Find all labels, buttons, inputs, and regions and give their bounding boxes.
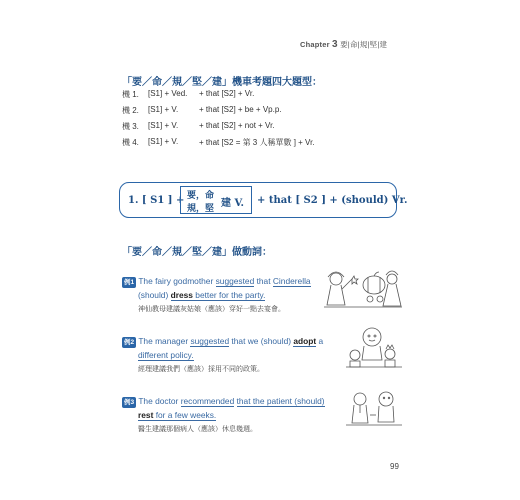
example-text: that we (should) bbox=[229, 336, 294, 346]
pattern-label: 機 3. bbox=[122, 122, 139, 131]
example-verb: recommended bbox=[180, 396, 235, 406]
pattern-rest: + that [S2] + be + Vp.p. bbox=[199, 105, 282, 114]
example-badge: 例3 bbox=[124, 399, 135, 406]
example-base-verb: dress bbox=[170, 290, 193, 300]
chapter-number: 3 bbox=[332, 39, 338, 50]
example-subject: that the patient (should) bbox=[236, 396, 325, 406]
pattern-subject: [S1] + V. bbox=[148, 105, 179, 114]
example-base-verb: rest bbox=[138, 410, 154, 420]
fairy-godmother-illustration bbox=[322, 265, 404, 311]
pattern-subject: [S1] + V. bbox=[148, 121, 179, 130]
chapter-word: Chapter bbox=[300, 40, 330, 49]
example-badge: 例2 bbox=[124, 339, 135, 346]
example-text: The fairy godmother bbox=[138, 276, 216, 286]
example-2-line2 bbox=[138, 349, 194, 362]
pattern-label: 機 1. bbox=[122, 90, 139, 99]
example-text: a bbox=[316, 336, 324, 346]
example-1-line2 bbox=[138, 289, 265, 302]
pattern-rest: + that [S2 = 第 3 人稱單數 ] + Vr. bbox=[199, 138, 315, 147]
example-1-translation: 神仙教母建議灰姑娘（應該）穿好一點去宴會。 bbox=[138, 306, 285, 313]
example-3-translation: 醫生建議那個病人（應該）休息幾週。 bbox=[138, 426, 257, 433]
chapter-header bbox=[300, 39, 387, 50]
example-text: The manager bbox=[138, 336, 191, 346]
example-verb: suggested bbox=[190, 336, 230, 346]
example-text: The doctor bbox=[138, 396, 181, 406]
formula-verbs-top: 要，命 bbox=[187, 191, 215, 201]
formula-rest: + that [ S2 ] + (should) Vr. bbox=[257, 195, 408, 206]
pattern-rest: + that [S2] + not + Vr. bbox=[199, 121, 275, 130]
manager-illustration bbox=[346, 325, 402, 369]
pattern-label: 機 4. bbox=[122, 138, 139, 147]
example-2-translation: 經理建議我們（應該）採用不同的政策。 bbox=[138, 366, 264, 373]
doctor-patient-illustration bbox=[346, 389, 402, 429]
example-text: that bbox=[254, 276, 273, 286]
example-3-line1 bbox=[122, 395, 325, 408]
example-text: (should) bbox=[138, 290, 171, 300]
example-base-verb: adopt bbox=[293, 336, 317, 346]
pattern-subject: [S1] + Ved. bbox=[148, 89, 188, 98]
example-subject: Cinderella bbox=[272, 276, 311, 286]
formula-verb-suffix: 建 V. bbox=[221, 198, 244, 209]
formula-verb-box bbox=[180, 186, 252, 214]
example-verb: suggested bbox=[215, 276, 255, 286]
example-text: for a few weeks. bbox=[153, 410, 217, 420]
pattern-subject: [S1] + V. bbox=[148, 137, 179, 146]
page-number: 99 bbox=[390, 462, 399, 471]
formula-subject: 1. [ S1 ] + bbox=[128, 195, 185, 206]
example-1-line1 bbox=[122, 275, 311, 288]
example-3-line2 bbox=[138, 409, 216, 422]
pattern-label: 機 2. bbox=[122, 106, 139, 115]
formula-verbs-bottom: 規，堅 bbox=[187, 204, 215, 214]
section2-heading: 「要／命／規／堅／建」做動詞： bbox=[122, 247, 272, 258]
example-text: different policy. bbox=[138, 350, 194, 360]
example-badge: 例1 bbox=[124, 279, 135, 286]
example-2-line1 bbox=[122, 335, 323, 348]
chapter-title: 要|命|規|堅|建 bbox=[340, 40, 388, 49]
pattern-rest: + that [S2] + Vr. bbox=[199, 89, 255, 98]
section1-heading: 「要／命／規／堅／建」機車考題四大題型： bbox=[122, 77, 322, 88]
example-text: better for the party. bbox=[192, 290, 266, 300]
